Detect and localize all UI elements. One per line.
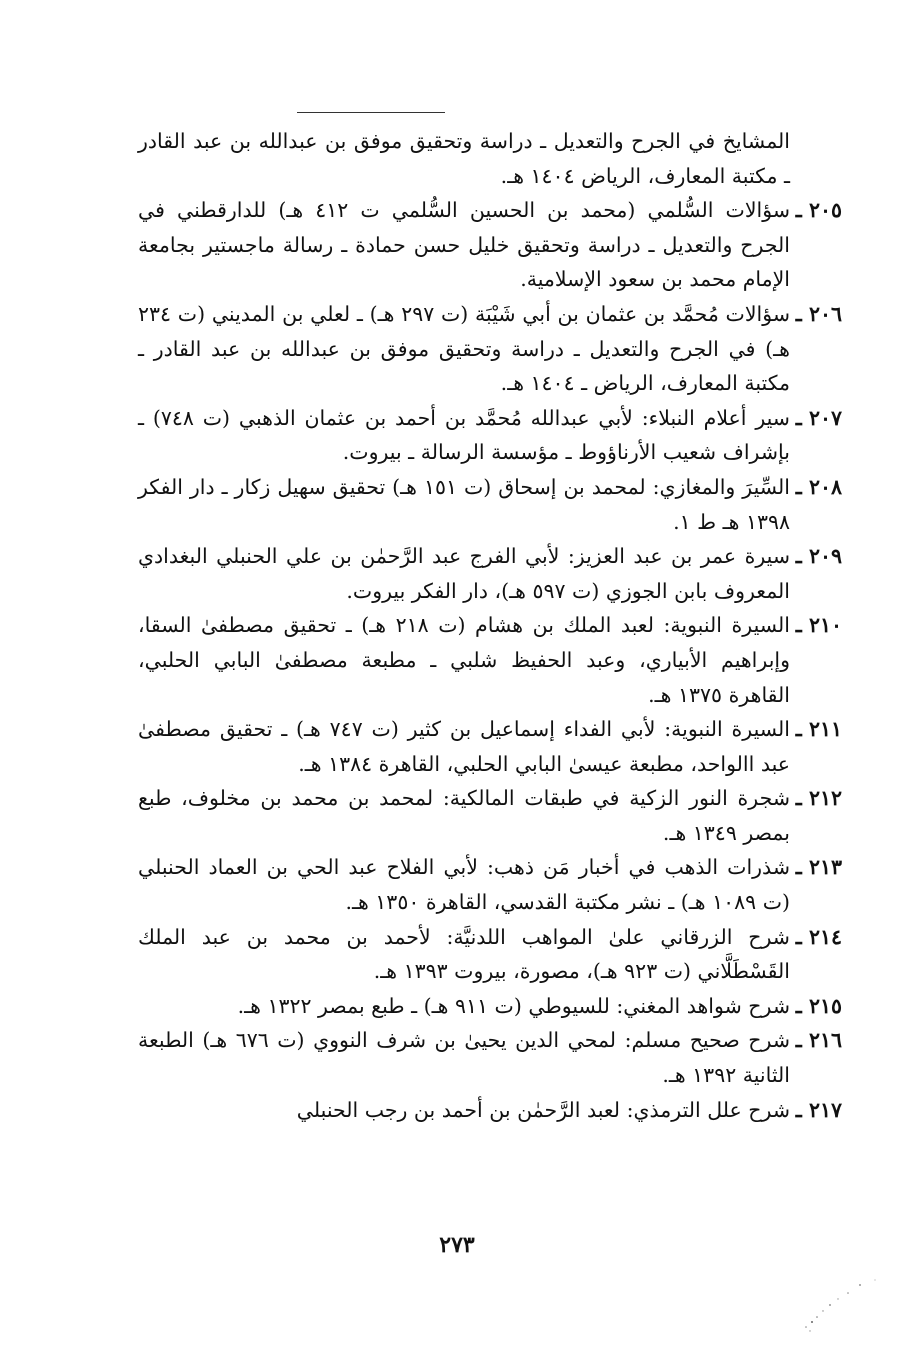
entry-text: السيرة النبوية: لأبي الفداء إسماعيل بن كثير (ت ٧٤٧ هـ) ـ تحقيق مصطفىٰ عبد االواحد، مطبعة عيسىٰ البابي الحلبي، القاهرة ١٣٨٤ هـ. — [138, 717, 790, 776]
bibliography-entry — [138, 781, 842, 850]
continued-entry-text: المشايخ في الجرح والتعديل ـ دراسة وتحقيق موفق بن عبدالله بن عبد القادر ـ مكتبة المعارف، الرياض ١٤٠٤ هـ. — [138, 129, 790, 188]
bibliography-entry — [138, 193, 842, 297]
entry-number: ٢١٢ ـ — [795, 786, 842, 811]
entry-text: شرح صحيح مسلم: لمحي الدين يحيىٰ بن شرف النووي (ت ٦٧٦ هـ) الطبعة الثانية ١٣٩٢ هـ. — [138, 1028, 790, 1088]
entry-text: شرح علل الترمذي: لعبد الرَّحمٰن بن أحمد بن رجب الحنبلي — [296, 1097, 790, 1122]
entry-text: السِّيرَ والمغازي: لمحمد بن إسحاق (ت ١٥١ هـ) تحقيق سهيل زكار ـ دار الفكر ١٣٩٨ هـ ط ١. — [138, 474, 791, 534]
entry-number: ٢٠٧ ـ — [795, 405, 842, 430]
entry-number: ٢١٤ ـ — [795, 924, 842, 949]
entry-text: سؤالات السُّلمي (محمد بن الحسين السُّلمي ت ٤١٢ هـ) للدارقطني في الجرح والتعديل ـ دراسة وتحقيق خليل حسن حمادة ـ رسالة ماجستير بجامعة الإمام محمد بن سعود الإسلامية. — [138, 198, 791, 292]
page-number: ٢٧٣ — [439, 1232, 475, 1258]
bibliography-entry — [138, 470, 842, 539]
bibliography-entry — [138, 850, 842, 919]
entry-number: ٢٠٦ ـ — [795, 301, 842, 326]
bibliography-entry — [138, 401, 842, 470]
bibliography-entry — [138, 920, 842, 989]
entry-text: سيرة عمر بن عبد العزيز: لأبي الفرج عبد الرَّحمٰن بن علي الحنبلي البغدادي المعروف بابن الجوزي (ت ٥٩٧ هـ)، دار الفكر بيروت. — [138, 544, 790, 603]
bibliography-entry — [138, 539, 842, 608]
bibliography-entry — [138, 1093, 842, 1128]
footnote-separator-rule — [297, 112, 445, 113]
entry-number: ٢٠٥ ـ — [795, 198, 842, 223]
entry-number: ٢٠٩ ـ — [795, 544, 842, 569]
entry-text: شجرة النور الزكية في طبقات المالكية: لمحمد بن محمد بن مخلوف، طبع بمصر ١٣٤٩ هـ. — [138, 786, 790, 845]
entry-number: ٢١٧ ـ — [795, 1097, 842, 1122]
entry-number: ٢١٣ ـ — [795, 855, 842, 880]
bibliography-entry — [138, 297, 842, 401]
entry-text: شذرات الذهب في أخبار مَن ذهب: لأبي الفلاح عبد الحي بن العماد الحنبلي (ت ١٠٨٩ هـ) ـ نشر مكتبة القدسي، القاهرة ١٣٥٠ هـ. — [138, 855, 790, 915]
bibliography-entry — [138, 712, 842, 781]
entry-number: ٢١٥ ـ — [795, 993, 842, 1018]
entry-number: ٢١١ ـ — [795, 717, 842, 742]
bibliography-entry — [138, 1023, 842, 1092]
scan-specks — [790, 1275, 890, 1335]
entry-text: السيرة النبوية: لعبد الملك بن هشام (ت ٢١٨ هـ) ـ تحقيق مصطفىٰ السقا، وإبراهيم الأبياري، وعبد الحفيظ شلبي ـ مطبعة مصطفىٰ البابي الحلبي، القاهرة ١٣٧٥ هـ. — [138, 613, 790, 707]
bibliography-list — [138, 124, 842, 1127]
entry-text: سؤالات مُحمَّد بن عثمان بن أبي شَيْبَة (ت ٢٩٧ هـ) ـ لعلي بن المديني (ت ٢٣٤ هـ) في الجرح والتعديل ـ دراسة وتحقيق موفق بن عبدالله بن عبد القادر ـ مكتبة المعارف، الرياض ـ ١٤٠٤ هـ. — [138, 301, 790, 396]
entry-text: شرح شواهد المغني: للسيوطي (ت ٩١١ هـ) ـ طبع بمصر ١٣٢٢ هـ. — [237, 993, 790, 1018]
entry-number: ٢١٦ ـ — [795, 1028, 842, 1053]
entry-text: سير أعلام النبلاء: لأبي عبدالله مُحمَّد بن أحمد بن عثمان الذهبي (ت ٧٤٨) ـ بإشراف شعيب الأرناؤوط ـ مؤسسة الرسالة ـ بيروت. — [138, 405, 790, 465]
bibliography-entry — [138, 989, 842, 1024]
entry-number: ٢١٠ ـ — [795, 613, 842, 638]
entry-number: ٢٠٨ ـ — [795, 474, 842, 499]
bibliography-entry — [138, 608, 842, 712]
entry-text: شرح الزرقاني علىٰ المواهب اللدنيَّة: لأحمد بن محمد بن عبد الملك القَسْطَلَّاني (ت ٩٢٣ هـ)، مصورة، بيروت ١٣٩٣ هـ. — [138, 924, 790, 984]
